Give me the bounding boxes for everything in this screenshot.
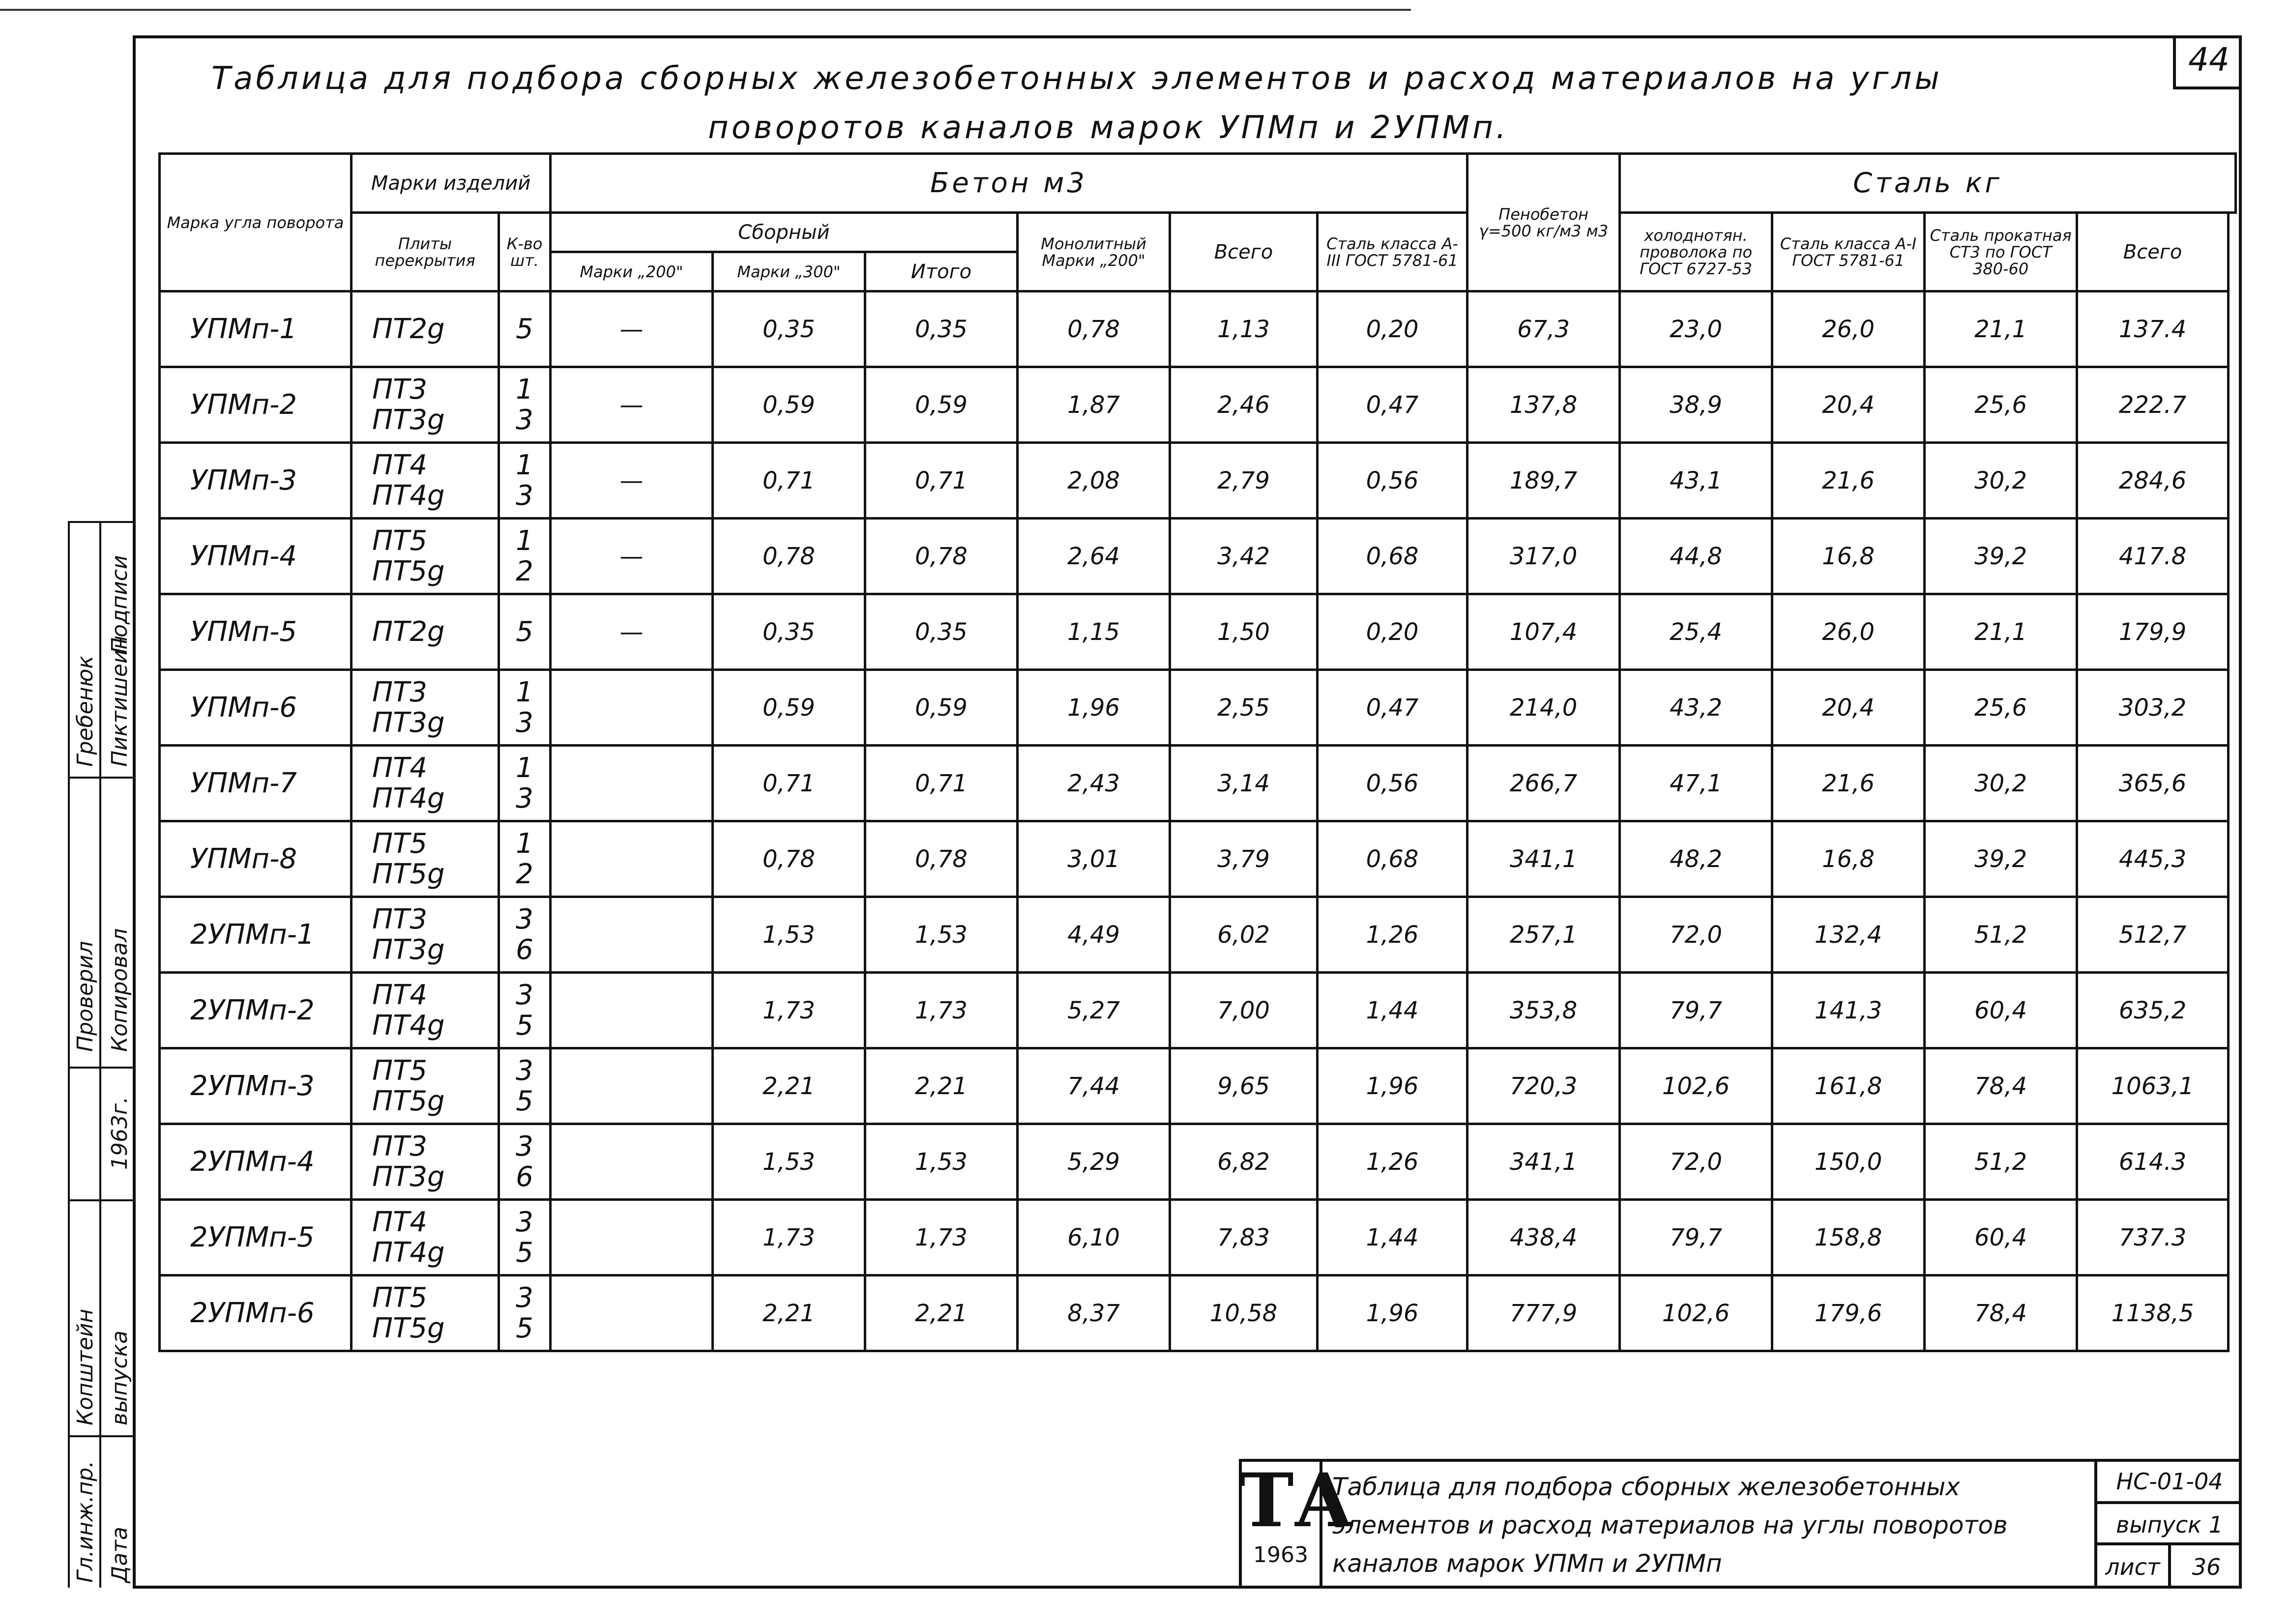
row-steel-a3: 438,4 xyxy=(1467,1200,1620,1276)
row-plates: ПТ2g xyxy=(352,291,499,367)
row-grade-200 xyxy=(551,897,713,973)
page-number: 44 xyxy=(2173,35,2242,89)
row-steel-a3: 777,9 xyxy=(1467,1276,1620,1351)
table-row xyxy=(160,897,2236,973)
signature-sidebar xyxy=(68,521,133,1588)
row-concrete-total: 1,50 xyxy=(1170,594,1318,670)
row-grade-200 xyxy=(551,746,713,821)
row-subtotal: 1,73 xyxy=(865,973,1018,1048)
row-rolled-steel: 78,4 xyxy=(1925,1276,2077,1351)
row-rolled-steel: 30,2 xyxy=(1925,443,2077,519)
row-steel-total: 303,2 xyxy=(2077,670,2229,746)
sidebar-checked: Проверил xyxy=(73,941,98,1052)
row-monolithic: 1,87 xyxy=(1018,367,1170,443)
sidebar-checked-name: Гребенюк xyxy=(73,655,98,767)
header-grade-300: Марки „300" xyxy=(713,252,865,291)
row-qty: 1 3 xyxy=(499,443,551,519)
row-steel-a1: 161,8 xyxy=(1772,1048,1925,1124)
row-mark: 2УПМп-4 xyxy=(160,1124,352,1200)
row-steel-a1: 26,0 xyxy=(1772,594,1925,670)
row-steel-total: 614.3 xyxy=(2077,1124,2229,1200)
header-subtotal: Итого xyxy=(865,252,1018,291)
table-row xyxy=(160,973,2236,1048)
sidebar-date: Дата xyxy=(107,1527,132,1583)
row-rolled-steel: 39,2 xyxy=(1925,519,2077,594)
row-qty: 5 xyxy=(499,291,551,367)
row-concrete-total: 7,00 xyxy=(1170,973,1318,1048)
row-plates: ПТ3 ПТ3g xyxy=(352,897,499,973)
sidebar-release-eng: Гл.инж.пр. xyxy=(73,1460,98,1583)
row-mark: УПМп-3 xyxy=(160,443,352,519)
row-subtotal: 1,73 xyxy=(865,1200,1018,1276)
row-steel-a1: 158,8 xyxy=(1772,1200,1925,1276)
table-row xyxy=(160,443,2236,519)
header-concrete-total: Всего xyxy=(1170,213,1318,291)
row-plates: ПТ5 ПТ5g xyxy=(352,519,499,594)
row-subtotal: 0,59 xyxy=(865,670,1018,746)
row-steel-a3: 341,1 xyxy=(1467,1124,1620,1200)
header-count: К-во шт. xyxy=(499,213,551,291)
row-steel-total: 179,9 xyxy=(2077,594,2229,670)
row-concrete-total: 2,46 xyxy=(1170,367,1318,443)
row-qty: 1 2 xyxy=(499,519,551,594)
row-steel-a1: 21,6 xyxy=(1772,746,1925,821)
row-grade-300: 0,59 xyxy=(713,670,865,746)
logo-mark: ТА xyxy=(1239,1457,1354,1544)
sidebar-copied: Копировал xyxy=(107,928,132,1052)
row-plates: ПТ3 ПТ3g xyxy=(352,367,499,443)
header-rolled-steel: Сталь прокатная СТ3 по ГОСТ 380-60 xyxy=(1925,213,2077,291)
row-plates: ПТ4 ПТ4g xyxy=(352,443,499,519)
row-mark: 2УПМп-5 xyxy=(160,1200,352,1276)
row-monolithic: 5,29 xyxy=(1018,1124,1170,1200)
row-monolithic: 1,96 xyxy=(1018,670,1170,746)
row-cold-wire: 25,4 xyxy=(1620,594,1772,670)
row-foam: 1,26 xyxy=(1318,1124,1467,1200)
row-foam: 0,47 xyxy=(1318,670,1467,746)
row-qty: 3 5 xyxy=(499,973,551,1048)
row-foam: 0,20 xyxy=(1318,594,1467,670)
row-rolled-steel: 78,4 xyxy=(1925,1048,2077,1124)
header-cold-wire: холоднотян. проволока по ГОСТ 6727-53 xyxy=(1620,213,1772,291)
row-foam: 1,44 xyxy=(1318,973,1467,1048)
row-cold-wire: 43,1 xyxy=(1620,443,1772,519)
row-rolled-steel: 30,2 xyxy=(1925,746,2077,821)
row-rolled-steel: 51,2 xyxy=(1925,897,2077,973)
row-plates: ПТ4 ПТ4g xyxy=(352,1200,499,1276)
row-grade-200 xyxy=(551,1048,713,1124)
row-grade-300: 1,53 xyxy=(713,897,865,973)
row-mark: 2УПМп-6 xyxy=(160,1276,352,1351)
row-steel-total: 222.7 xyxy=(2077,367,2229,443)
header-mark: Марка угла поворота xyxy=(160,154,352,291)
row-grade-200: — xyxy=(551,443,713,519)
row-steel-total: 635,2 xyxy=(2077,973,2229,1048)
row-plates: ПТ2g xyxy=(352,594,499,670)
row-steel-total: 417.8 xyxy=(2077,519,2229,594)
table-row xyxy=(160,1200,2236,1276)
row-cold-wire: 72,0 xyxy=(1620,1124,1772,1200)
row-concrete-total: 3,42 xyxy=(1170,519,1318,594)
header-grade-200: Марки „200" xyxy=(551,252,713,291)
row-grade-300: 0,78 xyxy=(713,519,865,594)
row-rolled-steel: 25,6 xyxy=(1925,367,2077,443)
row-steel-total: 445,3 xyxy=(2077,821,2229,897)
row-grade-300: 0,71 xyxy=(713,443,865,519)
row-qty: 1 2 xyxy=(499,821,551,897)
publisher-logo xyxy=(1239,1457,1354,1589)
row-grade-200: — xyxy=(551,519,713,594)
row-steel-a3: 720,3 xyxy=(1467,1048,1620,1124)
row-cold-wire: 47,1 xyxy=(1620,746,1772,821)
row-qty: 5 xyxy=(499,594,551,670)
header-concrete: Бетон м3 xyxy=(551,154,1467,213)
row-mark: 2УПМп-3 xyxy=(160,1048,352,1124)
row-plates: ПТ4 ПТ4g xyxy=(352,973,499,1048)
title-block xyxy=(1239,1459,2242,1589)
sidebar-year: 1963г. xyxy=(107,1096,132,1170)
header-slabs: Плиты перекрытия xyxy=(352,213,499,291)
row-qty: 3 6 xyxy=(499,897,551,973)
row-steel-total: 284,6 xyxy=(2077,443,2229,519)
row-cold-wire: 102,6 xyxy=(1620,1048,1772,1124)
table-row xyxy=(160,1048,2236,1124)
row-cold-wire: 43,2 xyxy=(1620,670,1772,746)
header-foam-concrete: Пенобетон γ=500 кг/м3 м3 xyxy=(1467,154,1620,291)
row-foam: 0,68 xyxy=(1318,821,1467,897)
row-mark: УПМп-4 xyxy=(160,519,352,594)
header-monolithic: Монолитный Марки „200" xyxy=(1018,213,1170,291)
row-steel-a1: 20,4 xyxy=(1772,367,1925,443)
row-steel-total: 737.3 xyxy=(2077,1200,2229,1276)
row-cold-wire: 79,7 xyxy=(1620,973,1772,1048)
header-steel: Сталь кг xyxy=(1620,154,2236,213)
row-steel-a3: 67,3 xyxy=(1467,291,1620,367)
row-monolithic: 2,43 xyxy=(1018,746,1170,821)
row-grade-200 xyxy=(551,1276,713,1351)
sheet-number: 36 xyxy=(2168,1545,2242,1589)
row-plates: ПТ4 ПТ4g xyxy=(352,746,499,821)
row-qty: 1 3 xyxy=(499,670,551,746)
row-steel-a1: 132,4 xyxy=(1772,897,1925,973)
row-steel-a3: 266,7 xyxy=(1467,746,1620,821)
row-grade-200 xyxy=(551,1124,713,1200)
title-block-text: Таблица для подбора сборных железобетонных элементов и расход материалов на углы поворотов каналов марок УПМп и 2УПМп xyxy=(1332,1473,2008,1578)
row-mark: 2УПМп-2 xyxy=(160,973,352,1048)
row-grade-200 xyxy=(551,973,713,1048)
row-cold-wire: 23,0 xyxy=(1620,291,1772,367)
row-plates: ПТ5 ПТ5g xyxy=(352,1048,499,1124)
issue-label: выпуск 1 xyxy=(2094,1504,2242,1545)
row-qty: 3 5 xyxy=(499,1276,551,1351)
table-row xyxy=(160,594,2236,670)
row-foam: 0,56 xyxy=(1318,746,1467,821)
row-steel-total: 512,7 xyxy=(2077,897,2229,973)
row-monolithic: 8,37 xyxy=(1018,1276,1170,1351)
row-grade-200 xyxy=(551,1200,713,1276)
logo-year: 1963 xyxy=(1253,1542,1308,1567)
header-steel-total: Всего xyxy=(2077,213,2229,291)
row-steel-a3: 214,0 xyxy=(1467,670,1620,746)
row-qty: 3 5 xyxy=(499,1200,551,1276)
header-steel-a3: Сталь класса А-III ГОСТ 5781-61 xyxy=(1318,213,1467,291)
row-subtotal: 2,21 xyxy=(865,1276,1018,1351)
row-grade-300: 2,21 xyxy=(713,1048,865,1124)
sidebar-copied-name: Пиктишеин xyxy=(107,635,132,767)
row-rolled-steel: 25,6 xyxy=(1925,670,2077,746)
table-row xyxy=(160,821,2236,897)
row-grade-300: 0,71 xyxy=(713,746,865,821)
row-concrete-total: 3,14 xyxy=(1170,746,1318,821)
row-concrete-total: 3,79 xyxy=(1170,821,1318,897)
row-subtotal: 0,71 xyxy=(865,746,1018,821)
row-concrete-total: 2,55 xyxy=(1170,670,1318,746)
row-steel-a3: 189,7 xyxy=(1467,443,1620,519)
header-steel-a1: Сталь класса А-I ГОСТ 5781-61 xyxy=(1772,213,1925,291)
row-rolled-steel: 39,2 xyxy=(1925,821,2077,897)
row-subtotal: 0,59 xyxy=(865,367,1018,443)
row-steel-total: 365,6 xyxy=(2077,746,2229,821)
row-mark: УПМп-5 xyxy=(160,594,352,670)
row-grade-300: 2,21 xyxy=(713,1276,865,1351)
row-subtotal: 0,71 xyxy=(865,443,1018,519)
row-steel-total: 1063,1 xyxy=(2077,1048,2229,1124)
row-rolled-steel: 60,4 xyxy=(1925,973,2077,1048)
row-cold-wire: 102,6 xyxy=(1620,1276,1772,1351)
header-products: Марки изделий xyxy=(352,154,551,213)
row-steel-a1: 26,0 xyxy=(1772,291,1925,367)
row-monolithic: 2,08 xyxy=(1018,443,1170,519)
row-monolithic: 5,27 xyxy=(1018,973,1170,1048)
row-plates: ПТ5 ПТ5g xyxy=(352,821,499,897)
row-rolled-steel: 21,1 xyxy=(1925,594,2077,670)
row-cold-wire: 48,2 xyxy=(1620,821,1772,897)
row-foam: 0,20 xyxy=(1318,291,1467,367)
table-row xyxy=(160,1124,2236,1200)
row-subtotal: 0,35 xyxy=(865,291,1018,367)
row-cold-wire: 72,0 xyxy=(1620,897,1772,973)
row-rolled-steel: 51,2 xyxy=(1925,1124,2077,1200)
row-monolithic: 1,15 xyxy=(1018,594,1170,670)
row-qty: 1 3 xyxy=(499,367,551,443)
row-monolithic: 3,01 xyxy=(1018,821,1170,897)
row-qty: 3 6 xyxy=(499,1124,551,1200)
sidebar-issue: выпуска xyxy=(107,1330,132,1425)
row-mark: УПМп-8 xyxy=(160,821,352,897)
row-grade-200: — xyxy=(551,291,713,367)
row-grade-300: 0,59 xyxy=(713,367,865,443)
materials-table xyxy=(158,152,2237,1352)
sidebar-release-name: Копштейн xyxy=(73,1308,98,1425)
row-concrete-total: 1,13 xyxy=(1170,291,1318,367)
document-code: НС-01-04 xyxy=(2094,1459,2242,1504)
table-row xyxy=(160,1276,2236,1351)
row-concrete-total: 9,65 xyxy=(1170,1048,1318,1124)
row-mark: УПМп-1 xyxy=(160,291,352,367)
row-cold-wire: 44,8 xyxy=(1620,519,1772,594)
row-steel-total: 1138,5 xyxy=(2077,1276,2229,1351)
row-steel-a1: 16,8 xyxy=(1772,821,1925,897)
row-grade-300: 0,35 xyxy=(713,594,865,670)
row-concrete-total: 10,58 xyxy=(1170,1276,1318,1351)
row-plates: ПТ3 ПТ3g xyxy=(352,670,499,746)
row-foam: 0,56 xyxy=(1318,443,1467,519)
row-steel-total: 137.4 xyxy=(2077,291,2229,367)
row-qty: 3 5 xyxy=(499,1048,551,1124)
table-row xyxy=(160,291,2236,367)
row-foam: 0,47 xyxy=(1318,367,1467,443)
row-steel-a1: 150,0 xyxy=(1772,1124,1925,1200)
row-grade-300: 0,35 xyxy=(713,291,865,367)
row-monolithic: 6,10 xyxy=(1018,1200,1170,1276)
row-monolithic: 0,78 xyxy=(1018,291,1170,367)
row-grade-200: — xyxy=(551,367,713,443)
row-subtotal: 2,21 xyxy=(865,1048,1018,1124)
row-plates: ПТ3 ПТ3g xyxy=(352,1124,499,1200)
row-mark: 2УПМп-1 xyxy=(160,897,352,973)
row-grade-300: 1,73 xyxy=(713,1200,865,1276)
row-steel-a3: 257,1 xyxy=(1467,897,1620,973)
row-subtotal: 0,78 xyxy=(865,519,1018,594)
row-concrete-total: 2,79 xyxy=(1170,443,1318,519)
row-steel-a1: 21,6 xyxy=(1772,443,1925,519)
table-row xyxy=(160,746,2236,821)
row-rolled-steel: 21,1 xyxy=(1925,291,2077,367)
row-subtotal: 1,53 xyxy=(865,1124,1018,1200)
row-concrete-total: 6,02 xyxy=(1170,897,1318,973)
row-subtotal: 0,35 xyxy=(865,594,1018,670)
page-title xyxy=(211,54,2129,152)
row-foam: 1,96 xyxy=(1318,1276,1467,1351)
row-steel-a3: 107,4 xyxy=(1467,594,1620,670)
row-grade-200: — xyxy=(551,594,713,670)
sidebar-signatures: Подписи xyxy=(107,555,132,654)
title-line-1: Таблица для подбора сборных железобетонных элементов и расход материалов на углы xyxy=(211,60,1942,97)
row-mark: УПМп-6 xyxy=(160,670,352,746)
row-steel-a1: 16,8 xyxy=(1772,519,1925,594)
table-row xyxy=(160,519,2236,594)
row-foam: 1,26 xyxy=(1318,897,1467,973)
row-plates: ПТ5 ПТ5g xyxy=(352,1276,499,1351)
row-subtotal: 1,53 xyxy=(865,897,1018,973)
row-mark: УПМп-7 xyxy=(160,746,352,821)
row-steel-a3: 137,8 xyxy=(1467,367,1620,443)
row-qty: 1 3 xyxy=(499,746,551,821)
row-steel-a3: 317,0 xyxy=(1467,519,1620,594)
row-grade-300: 1,73 xyxy=(713,973,865,1048)
row-concrete-total: 7,83 xyxy=(1170,1200,1318,1276)
row-foam: 1,44 xyxy=(1318,1200,1467,1276)
row-grade-200 xyxy=(551,821,713,897)
row-foam: 0,68 xyxy=(1318,519,1467,594)
row-foam: 1,96 xyxy=(1318,1048,1467,1124)
row-concrete-total: 6,82 xyxy=(1170,1124,1318,1200)
row-monolithic: 4,49 xyxy=(1018,897,1170,973)
title-line-2: поворотов каналов марок УПМп и 2УПМп. xyxy=(708,110,1509,146)
header-precast: Сборный xyxy=(551,213,1018,252)
row-steel-a1: 179,6 xyxy=(1772,1276,1925,1351)
row-grade-300: 0,78 xyxy=(713,821,865,897)
row-monolithic: 7,44 xyxy=(1018,1048,1170,1124)
row-steel-a1: 141,3 xyxy=(1772,973,1925,1048)
row-subtotal: 0,78 xyxy=(865,821,1018,897)
top-rule xyxy=(0,9,1411,11)
sheet-label: лист xyxy=(2094,1545,2168,1589)
row-steel-a1: 20,4 xyxy=(1772,670,1925,746)
row-steel-a3: 341,1 xyxy=(1467,821,1620,897)
table-row xyxy=(160,367,2236,443)
row-steel-a3: 353,8 xyxy=(1467,973,1620,1048)
row-mark: УПМп-2 xyxy=(160,367,352,443)
row-grade-300: 1,53 xyxy=(713,1124,865,1200)
row-cold-wire: 79,7 xyxy=(1620,1200,1772,1276)
row-cold-wire: 38,9 xyxy=(1620,367,1772,443)
row-rolled-steel: 60,4 xyxy=(1925,1200,2077,1276)
row-monolithic: 2,64 xyxy=(1018,519,1170,594)
row-grade-200 xyxy=(551,670,713,746)
table-row xyxy=(160,670,2236,746)
